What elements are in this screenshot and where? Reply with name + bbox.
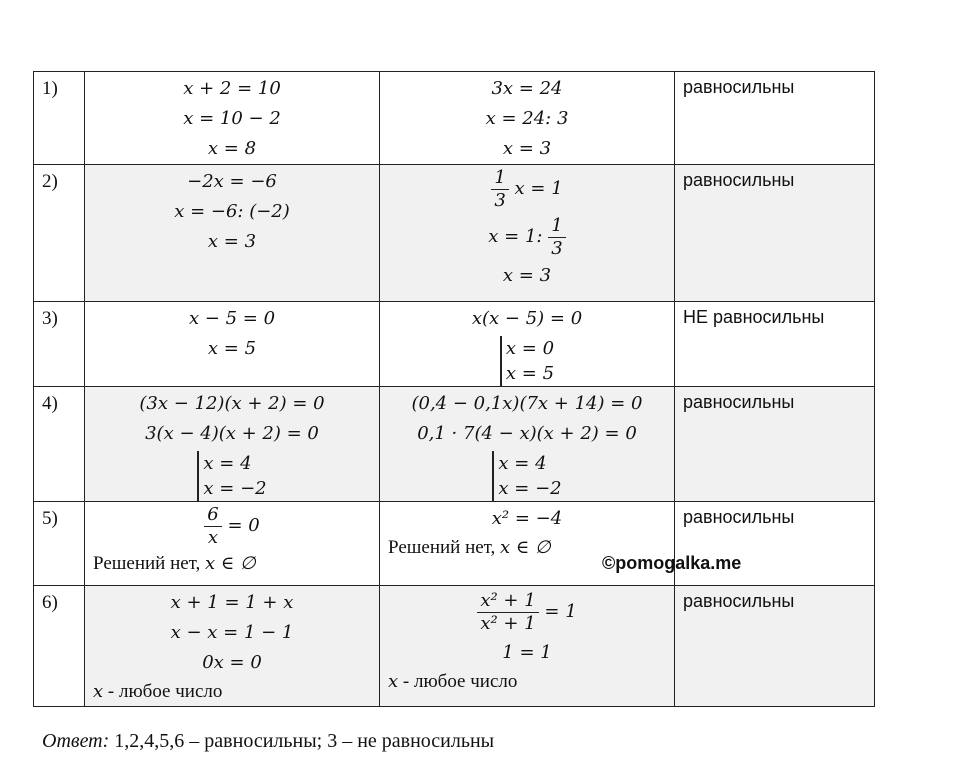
any-number-text: x - любое число [388,671,518,692]
equation: 1 = 1 [502,642,552,663]
verdict: НЕ равносильны [675,302,875,387]
table-row [34,387,875,502]
equation: x² = −4 [491,508,563,529]
equation: x = 8 [207,138,257,159]
equation: x = 10 − 2 [183,108,281,129]
row-number: 4) [34,387,85,502]
equation: 3(x − 4)(x + 2) = 0 [145,423,319,444]
verdict: равносильны [675,165,875,302]
answer-text: 1,2,4,5,6 – равносильны; 3 – не равносильны [109,730,495,752]
equation: x = 5 [207,338,257,359]
equation-set: x = 4 x = −2 [197,451,266,501]
table-row [34,72,875,165]
equation-set: x = 4 x = −2 [492,451,561,501]
equation: x = 24: 3 [485,108,569,129]
table-row [34,302,875,387]
fraction-equation: $\frac{1}{3}$ x = 1 [380,165,674,213]
table-row [34,502,875,586]
equation: 3x = 24 [491,78,563,99]
answer-label: Ответ: [42,730,110,752]
verdict: равносильны [675,387,875,502]
row-number: 2) [34,165,85,302]
fraction-equation: $\frac{6}{x}$ = 0 [85,502,379,550]
equation: 0,1 · 7(4 − x)(x + 2) = 0 [417,423,637,444]
row-number: 5) [34,502,85,586]
equation: x + 1 = 1 + x [170,592,294,613]
equation: x − x = 1 − 1 [170,622,294,643]
verdict: равносильны [675,502,875,586]
equation: 0x = 0 [202,652,262,673]
no-solutions-text: Решений нет, x ∈ ∅ [93,553,256,574]
verdict: равносильны [675,72,875,165]
fraction: $\frac{6}{x}$ [204,504,221,549]
equation: (0,4 − 0,1x)(7x + 14) = 0 [411,393,643,414]
watermark: ©pomogalka.me [602,553,742,573]
equation: x = 3 [502,138,552,159]
equation: x = −6: (−2) [174,201,290,222]
row-number: 1) [34,72,85,165]
table-row [34,165,875,302]
fraction-equation: x = 1: $\frac{1}{3}$ [380,213,674,261]
fraction-equation: $\frac{\text{x² + 1}}{\text{x² + 1}}$ = 1 [380,586,674,638]
equation: x − 5 = 0 [188,308,276,329]
equation: x + 2 = 10 [183,78,281,99]
row-number: 6) [34,586,85,707]
row-number: 3) [34,302,85,387]
verdict: равносильны [675,586,875,707]
equation: (3x − 12)(x + 2) = 0 [139,393,325,414]
answer-line [42,730,494,753]
any-number-text: x - любое число [93,681,223,702]
equations-table [33,71,875,707]
no-solutions-text: Решений нет, x ∈ ∅ [388,537,551,558]
equation: −2x = −6 [187,171,277,192]
fraction: $\frac{1}{3}$ [548,215,565,260]
table-row [34,586,875,707]
equation-set: x = 0 x = 5 [500,336,554,386]
equation: x = 3 [207,231,257,252]
fraction: $\frac{\text{x² + 1}}{\text{x² + 1}}$ [477,590,538,635]
equation: x(x − 5) = 0 [471,308,583,329]
fraction: $\frac{1}{3}$ [491,167,508,212]
equation: x = 3 [502,265,552,286]
